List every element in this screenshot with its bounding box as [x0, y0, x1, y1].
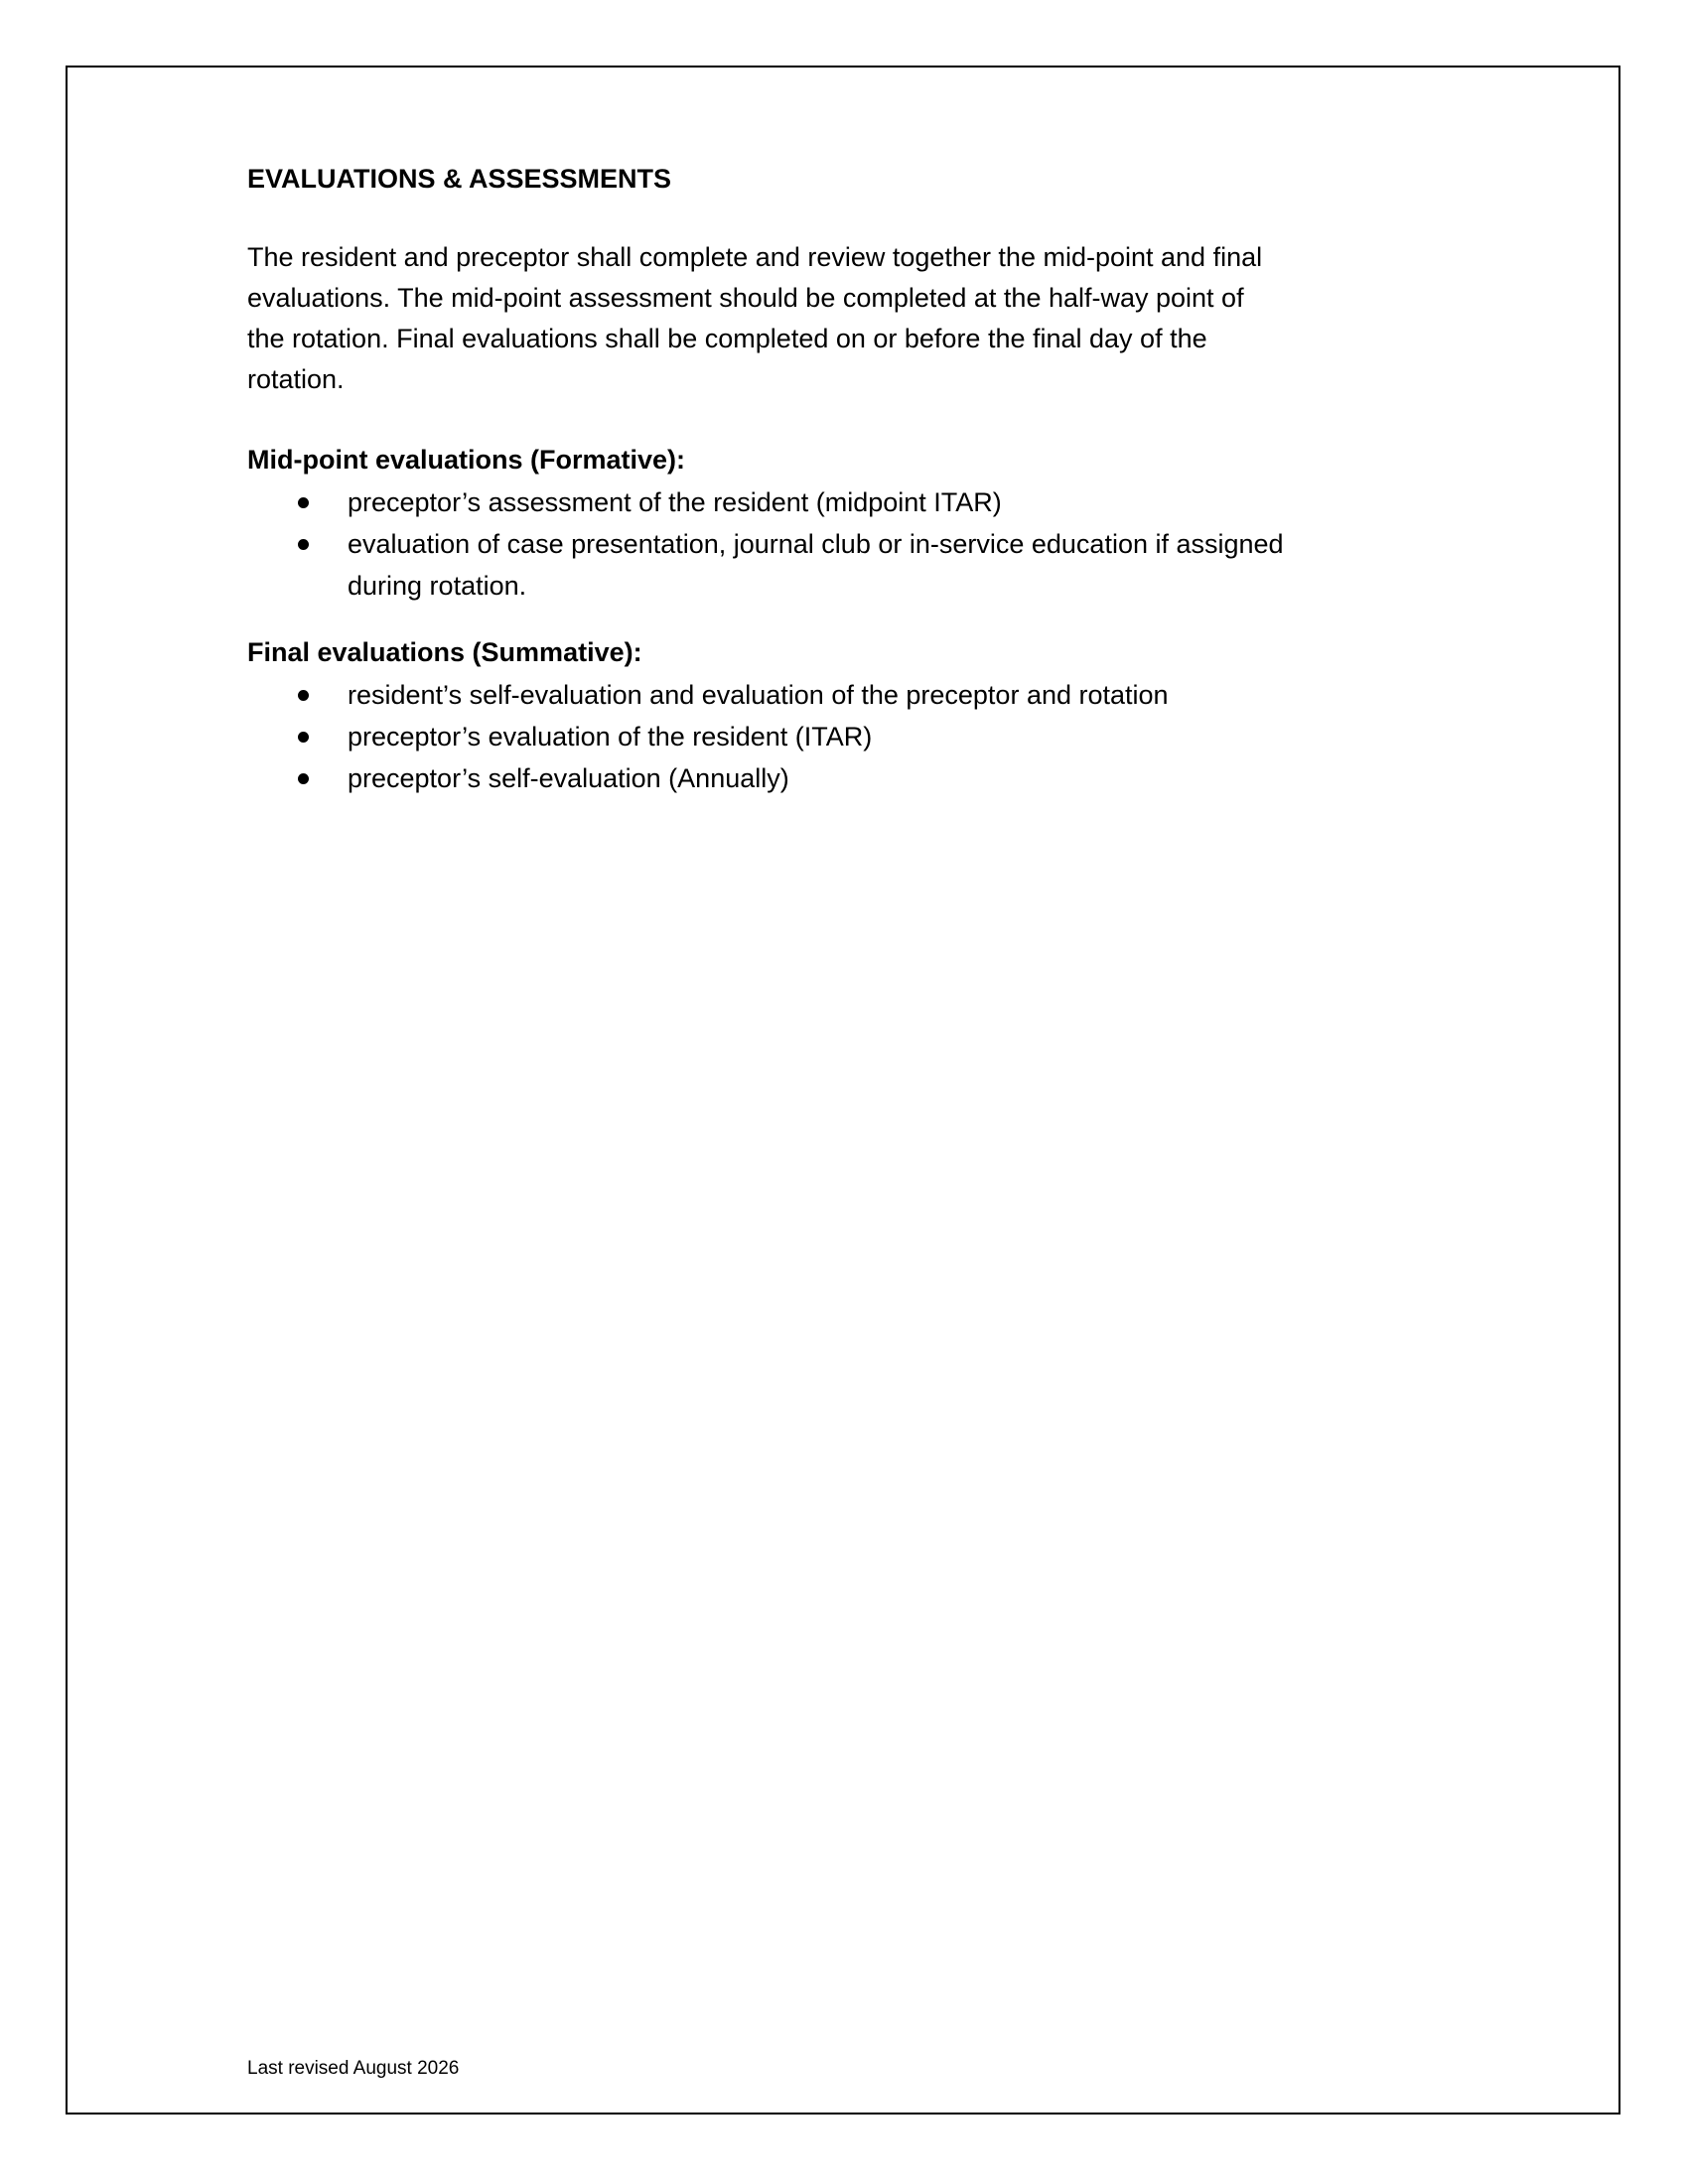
bullet-icon [298, 773, 309, 784]
midpoint-list [247, 481, 1439, 607]
intro-paragraph [247, 237, 1439, 400]
bullet-icon [298, 732, 309, 743]
list-item [247, 757, 1439, 799]
intro-line: The resident and preceptor shall complete and review together the mid-point and final [247, 242, 1263, 272]
list-item [247, 674, 1439, 716]
midpoint-subheading: Mid-point evaluations (Formative): [247, 445, 686, 475]
document-body [247, 159, 1439, 799]
final-list [247, 674, 1439, 799]
list-item [247, 716, 1439, 757]
list-item-text: preceptor’s self-evaluation (Annually) [348, 763, 789, 793]
list-item [247, 523, 1439, 607]
intro-line: rotation. [247, 364, 345, 394]
intro-line: evaluations. The mid-point assessment should be completed at the half-way point of [247, 283, 1244, 313]
bullet-icon [298, 539, 309, 550]
list-item-text: evaluation of case presentation, journal club or in-service education if assigned [348, 529, 1284, 559]
final-subheading: Final evaluations (Summative): [247, 637, 642, 667]
list-item-text: preceptor’s assessment of the resident (midpoint ITAR) [348, 487, 1002, 517]
footer-revision-note: Last revised August 2026 [247, 2058, 460, 2079]
bullet-icon [298, 497, 309, 508]
bullet-icon [298, 690, 309, 701]
section-heading: EVALUATIONS & ASSESSMENTS [247, 164, 672, 194]
list-item [247, 481, 1439, 523]
list-item-text: resident’s self-evaluation and evaluation of the preceptor and rotation [348, 680, 1169, 710]
list-item-text: preceptor’s evaluation of the resident (ITAR) [348, 722, 873, 751]
list-item-text: during rotation. [348, 571, 527, 601]
intro-line: the rotation. Final evaluations shall be completed on or before the final day of the [247, 324, 1207, 353]
